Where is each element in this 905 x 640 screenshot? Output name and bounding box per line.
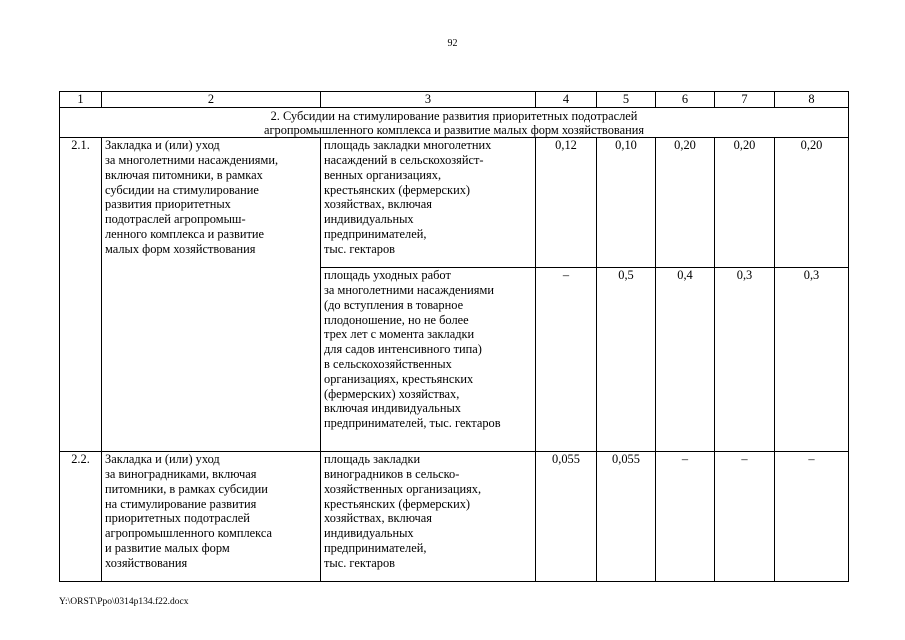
table-row — [60, 452, 849, 582]
indicator-cell: площадь закладки многолетних насаждений в сельскохозяйст- венных организациях, крестьянских (фермерских) хозяйствах, включая индивидуальных предпринимателей, тыс. гектаров — [321, 138, 536, 268]
header-cell: 4 — [536, 92, 597, 108]
section-title: 2. Субсидии на стимулирование развития приоритетных подотраслей агропромышленного комплекса и развитие малых форм хозяйствования — [60, 108, 849, 138]
header-cell: 7 — [715, 92, 775, 108]
targets-table — [59, 91, 849, 582]
value-cell: 0,055 — [536, 452, 597, 582]
value-cell: – — [715, 452, 775, 582]
header-cell: 3 — [321, 92, 536, 108]
table-header-row — [60, 92, 849, 108]
value-cell: 0,20 — [775, 138, 849, 268]
page-number: 92 — [447, 38, 458, 49]
measure-cell: Закладка и (или) уход за виноградниками, включая питомники, в рамках субсидии на стимулирование развития приоритетных подотраслей агропромышленного комплекса и развитие малых форм хозяйствования — [102, 452, 321, 582]
value-cell: 0,5 — [597, 268, 656, 452]
footer-file-path: Y:\ORST\Ppo\0314p134.f22.docx — [59, 597, 189, 607]
value-cell: 0,3 — [775, 268, 849, 452]
measure-cell: Закладка и (или) уход за многолетними насаждениями, включая питомники, в рамках субсидии на стимулирование развития приоритетных подотраслей агропромыш- ленного комплекса и развитие малых форм хозяйствования — [102, 138, 321, 452]
value-cell: 0,4 — [656, 268, 715, 452]
value-cell: 0,055 — [597, 452, 656, 582]
row-number: 2.1. — [60, 138, 102, 452]
value-cell: 0,20 — [656, 138, 715, 268]
value-cell: – — [656, 452, 715, 582]
value-cell: 0,12 — [536, 138, 597, 268]
value-cell: – — [536, 268, 597, 452]
section-row — [60, 108, 849, 138]
header-cell: 1 — [60, 92, 102, 108]
indicator-cell: площадь закладки виноградников в сельско- хозяйственных организациях, крестьянских (фермерских) хозяйствах, включая индивидуальных предпринимателей, тыс. гектаров — [321, 452, 536, 582]
indicator-cell: площадь уходных работ за многолетними насаждениями (до вступления в товарное плодоношение, но не более трех лет с момента закладки для садов интенсивного типа) в сельскохозяйственных организациях, крестьянских (фермерских) хозяйствах, включая индивидуальных предпринимателей, тыс. гектаров — [321, 268, 536, 452]
header-cell: 5 — [597, 92, 656, 108]
header-cell: 8 — [775, 92, 849, 108]
header-cell: 2 — [102, 92, 321, 108]
table-row — [60, 138, 849, 268]
row-number: 2.2. — [60, 452, 102, 582]
header-cell: 6 — [656, 92, 715, 108]
value-cell: – — [775, 452, 849, 582]
value-cell: 0,3 — [715, 268, 775, 452]
value-cell: 0,20 — [715, 138, 775, 268]
value-cell: 0,10 — [597, 138, 656, 268]
